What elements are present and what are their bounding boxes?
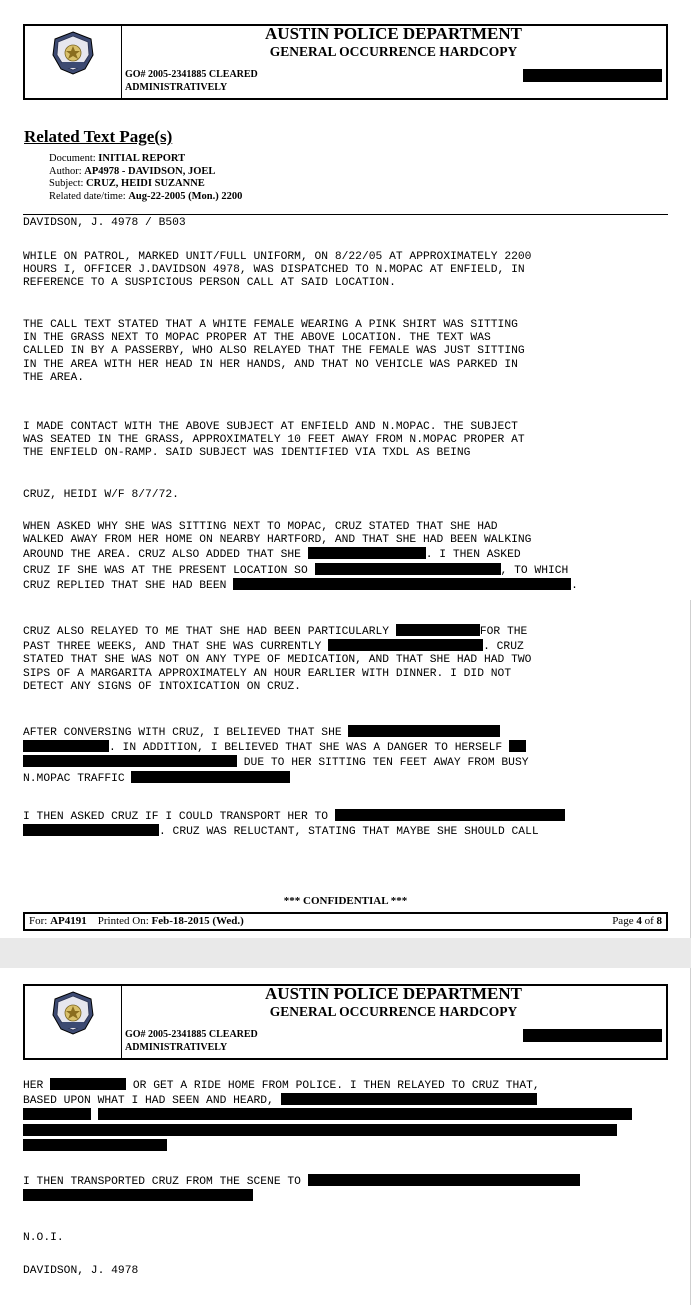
report-text-line <box>23 624 531 639</box>
page-number: Page 4 of 8 <box>612 915 662 927</box>
redaction-bar <box>335 809 565 821</box>
report-text-line <box>23 1124 632 1139</box>
paragraph-assessment <box>23 725 529 786</box>
redaction-bar <box>308 1174 580 1186</box>
report-text-line: AROUND THE AREA. CRUZ ALSO ADDED THAT SHE <box>23 549 308 562</box>
report-text-line: . IN ADDITION, I BELIEVED THAT SHE WAS A DANGER TO HERSELF <box>109 742 509 755</box>
redaction-bar <box>348 725 500 737</box>
paragraph-transport-request <box>23 809 565 839</box>
report-text-line: HER <box>23 1080 51 1092</box>
report-text-line: REFERENCE TO A SUSPICIOUS PERSON CALL AT SAID LOCATION. <box>23 277 396 290</box>
report-text-line: WALKED AWAY FROM HER HOME ON NEARBY HARTFORD, AND THAT SHE HAD BEEN WALKING <box>23 534 532 547</box>
report-text-line: STATED THAT SHE WAS NOT ON ANY TYPE OF MEDICATION, AND THAT SHE HAD HAD TWO <box>23 654 532 667</box>
redaction-bar <box>523 1029 662 1042</box>
report-text-line: PAST THREE WEEKS, AND THAT SHE WAS CURRENTLY <box>23 641 329 654</box>
paragraph-statement <box>23 521 578 593</box>
page-gap <box>0 938 691 968</box>
report-subtitle: GENERAL OCCURRENCE HARDCOPY <box>269 44 518 59</box>
redaction-bar <box>328 639 483 651</box>
report-text-line <box>23 547 578 562</box>
department-title: AUSTIN POLICE DEPARTMENT <box>265 984 522 1003</box>
department-title: AUSTIN POLICE DEPARTMENT <box>265 24 522 43</box>
police-badge-icon <box>51 991 95 1035</box>
report-text-line <box>23 755 529 770</box>
report-text-line: BASED UPON WHAT I HAD SEEN AND HEARD, <box>23 1095 281 1108</box>
report-text-line: IN THE GRASS NEXT TO MOPAC PROPER AT THE ABOVE LOCATION. THE TEXT WAS <box>23 332 491 345</box>
report-text-line: SIPS OF A MARGARITA APPROXIMATELY AN HOUR EARLIER WITH DINNER. I DID NOT <box>23 667 512 680</box>
report-text-line: WAS SEATED IN THE GRASS, APPROXIMATELY 10 FEET AWAY FROM N.MOPAC PROPER AT <box>23 434 525 447</box>
report-subtitle: GENERAL OCCURRENCE HARDCOPY <box>269 1004 518 1019</box>
report-page-2 <box>0 968 691 1305</box>
document-metadata: Document: INITIAL REPORT Author: AP4978 - DAVIDSON, JOEL Subject: CRUZ, HEIDI SUZANNE Related date/time: Aug-22-2005 (Mon.) 2200 <box>49 153 243 202</box>
report-text-line: . CRUZ <box>483 641 524 654</box>
report-text-line: . <box>571 579 578 592</box>
report-text-line: DUE TO HER SITTING TEN FEET AWAY FROM BUSY <box>237 757 529 770</box>
redaction-bar <box>308 547 426 559</box>
redaction-bar <box>23 1124 617 1136</box>
confidential-label: *** CONFIDENTIAL *** <box>283 895 408 907</box>
paragraph-condition <box>23 624 531 694</box>
report-text-line <box>23 824 565 839</box>
report-text-line <box>23 725 529 740</box>
report-text-line: CRUZ IF SHE WAS AT THE PRESENT LOCATION SO <box>23 564 315 577</box>
report-text-line: THE AREA. <box>23 371 85 384</box>
document-header <box>23 24 668 100</box>
paragraph-call-text <box>23 319 525 385</box>
logo-cell <box>25 26 122 98</box>
report-text-line <box>23 563 578 578</box>
report-text-line: CRUZ REPLIED THAT SHE HAD BEEN <box>23 579 234 592</box>
report-text-line: AFTER CONVERSING WITH CRUZ, I BELIEVED THAT SHE <box>23 727 349 739</box>
logo-cell <box>25 986 122 1058</box>
redaction-bar <box>509 740 526 752</box>
report-text-line <box>23 1093 632 1108</box>
report-text-line: I THEN TRANSPORTED CRUZ FROM THE SCENE TO <box>23 1176 308 1188</box>
report-text-line <box>23 1078 632 1093</box>
redaction-bar <box>396 624 480 636</box>
report-text-line <box>23 1174 580 1189</box>
redaction-bar <box>98 1108 632 1120</box>
report-text-line <box>23 1139 632 1154</box>
paragraph-contact <box>23 421 525 461</box>
redaction-bar <box>315 563 501 575</box>
report-text-line <box>23 809 565 824</box>
go-number: GO# 2005-2341885 CLEARED ADMINISTRATIVELY <box>125 69 258 93</box>
report-text-line: . CRUZ WAS RELUCTANT, STATING THAT MAYBE SHE SHOULD CALL <box>159 826 539 839</box>
report-text-line: HOURS I, OFFICER J.DAVIDSON 4978, WAS DISPATCHED TO N.MOPAC AT ENFIELD, IN <box>23 264 525 277</box>
separator-line <box>23 214 668 215</box>
report-text-line: I MADE CONTACT WITH THE ABOVE SUBJECT AT ENFIELD AND N.MOPAC. THE SUBJECT <box>23 421 518 433</box>
report-text-line: CRUZ ALSO RELAYED TO ME THAT SHE HAD BEEN PARTICULARLY <box>23 626 396 638</box>
document-header <box>23 984 668 1060</box>
redaction-bar <box>23 824 159 836</box>
report-text-line: CALLED IN BY A PASSERBY, WHO ALSO RELAYED THAT THE FEMALE WAS JUST SITTING <box>23 345 525 358</box>
redaction-bar <box>23 755 237 767</box>
redaction-bar <box>23 1108 91 1120</box>
redaction-bar <box>233 578 571 590</box>
report-text-line: , TO WHICH <box>500 564 569 577</box>
report-text-line <box>23 1108 632 1123</box>
redaction-bar <box>50 1078 126 1090</box>
report-text-line: THE CALL TEXT STATED THAT A WHITE FEMALE WEARING A PINK SHIRT WAS SITTING <box>23 319 518 331</box>
paragraph-continuation <box>23 1078 632 1154</box>
redaction-bar <box>23 740 109 752</box>
go-number: GO# 2005-2341885 CLEARED ADMINISTRATIVELY <box>125 1029 258 1053</box>
report-text-line: N.MOPAC TRAFFIC <box>23 772 132 785</box>
police-badge-icon <box>51 31 95 75</box>
subject-identity: CRUZ, HEIDI W/F 8/7/72. <box>23 489 179 501</box>
noi-line: N.O.I. <box>23 1232 64 1244</box>
report-text-line <box>23 1189 580 1204</box>
report-text-line <box>23 639 531 654</box>
report-text-line: WHEN ASKED WHY SHE WAS SITTING NEXT TO MOPAC, CRUZ STATED THAT SHE HAD <box>23 521 498 533</box>
redaction-bar <box>23 1189 253 1201</box>
report-text-line: FOR THE <box>479 626 528 638</box>
redaction-bar <box>23 1139 167 1151</box>
officer-signature: DAVIDSON, J. 4978 <box>23 1265 139 1277</box>
report-text-line: WHILE ON PATROL, MARKED UNIT/FULL UNIFORM, ON 8/22/05 AT APPROXIMATELY 2200 <box>23 251 532 263</box>
report-text-line <box>23 771 529 786</box>
paragraph-transport <box>23 1174 580 1204</box>
report-text-line: THE ENFIELD ON-RAMP. SAID SUBJECT WAS IDENTIFIED VIA TXDL AS BEING <box>23 447 471 460</box>
report-text-line <box>23 740 529 755</box>
redaction-bar <box>281 1093 537 1105</box>
report-text-line: DETECT ANY SIGNS OF INTOXICATION ON CRUZ. <box>23 680 301 693</box>
report-text-line <box>23 578 578 593</box>
report-text-line: I THEN ASKED CRUZ IF I COULD TRANSPORT HER TO <box>23 811 335 823</box>
related-pages-title: Related Text Page(s) <box>24 127 173 146</box>
redaction-bar <box>131 771 290 783</box>
redaction-bar <box>523 69 662 82</box>
officer-line: DAVIDSON, J. 4978 / B503 <box>23 217 186 229</box>
page-footer: For: AP4191 Printed On: Feb-18-2015 (Wed.) Page 4 of 8 <box>23 912 668 931</box>
report-text-line: IN THE AREA WITH HER HEAD IN HER HANDS, AND THAT NO VEHICLE WAS PARKED IN <box>23 358 518 371</box>
paragraph-dispatch <box>23 251 531 291</box>
report-text-line: . I THEN ASKED <box>425 549 521 562</box>
report-text-line: OR GET A RIDE HOME FROM POLICE. I THEN RELAYED TO CRUZ THAT, <box>126 1080 540 1092</box>
